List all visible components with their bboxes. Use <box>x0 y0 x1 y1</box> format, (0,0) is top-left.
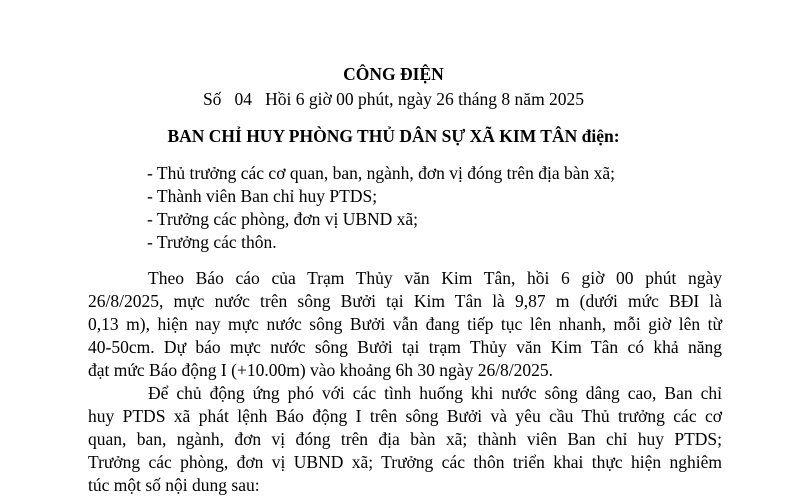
paragraph-2-line: Để chủ động ứng phó với các tình huống khi nước sông dâng cao, Ban chỉ <box>148 383 722 403</box>
recipient-item: - Trưởng các thôn. <box>147 232 277 252</box>
paragraph-1-line: đạt mức Báo động I (+10.00m) vào khoảng 6h 30 ngày 26/8/2025. <box>88 360 554 380</box>
sender-heading: BAN CHỈ HUY PHÒNG THỦ DÂN SỰ XÃ KIM TÂN điện: <box>167 126 620 146</box>
recipient-item: - Thủ trưởng các cơ quan, ban, ngành, đơn vị đóng trên địa bàn xã; <box>147 163 615 183</box>
paragraph-1-line: 26/8/2025, mực nước trên sông Bưởi tại Kim Tân là 9,87 m (dưới mức BĐI là <box>88 291 722 311</box>
paragraph-1-line: Theo Báo cáo của Trạm Thủy văn Kim Tân, hồi 6 giờ 00 phút ngày <box>148 268 722 288</box>
paragraph-1-line: 40-50cm. Dự báo mực nước sông Bưởi tại trạm Thủy văn Kim Tân có khả năng <box>88 337 722 357</box>
paragraph-2-line: túc một số nội dung sau: <box>88 475 260 495</box>
recipient-item: - Trưởng các phòng, đơn vị UBND xã; <box>147 209 419 229</box>
document-title: CÔNG ĐIỆN <box>343 64 444 84</box>
recipient-item: - Thành viên Ban chỉ huy PTDS; <box>147 186 378 206</box>
paragraph-2-line: quan, ban, ngành, đơn vị đóng trên địa bàn xã; thành viên Ban chỉ huy PTDS; <box>88 429 722 449</box>
paragraph-2-line: huy PTDS xã phát lệnh Báo động I trên sông Bưởi và yêu cầu Thủ trưởng các cơ <box>88 406 722 426</box>
document-number-line: Số 04 Hồi 6 giờ 00 phút, ngày 26 tháng 8 năm 2025 <box>202 89 585 109</box>
paragraph-2-line: Trưởng các phòng, đơn vị UBND xã; Trưởng các thôn triển khai thực hiện nghiêm <box>88 452 722 472</box>
paragraph-1-line: 0,13 m), hiện nay mực nước sông Bưởi vẫn đang tiếp tục lên nhanh, mỗi giờ lên từ <box>88 314 722 334</box>
